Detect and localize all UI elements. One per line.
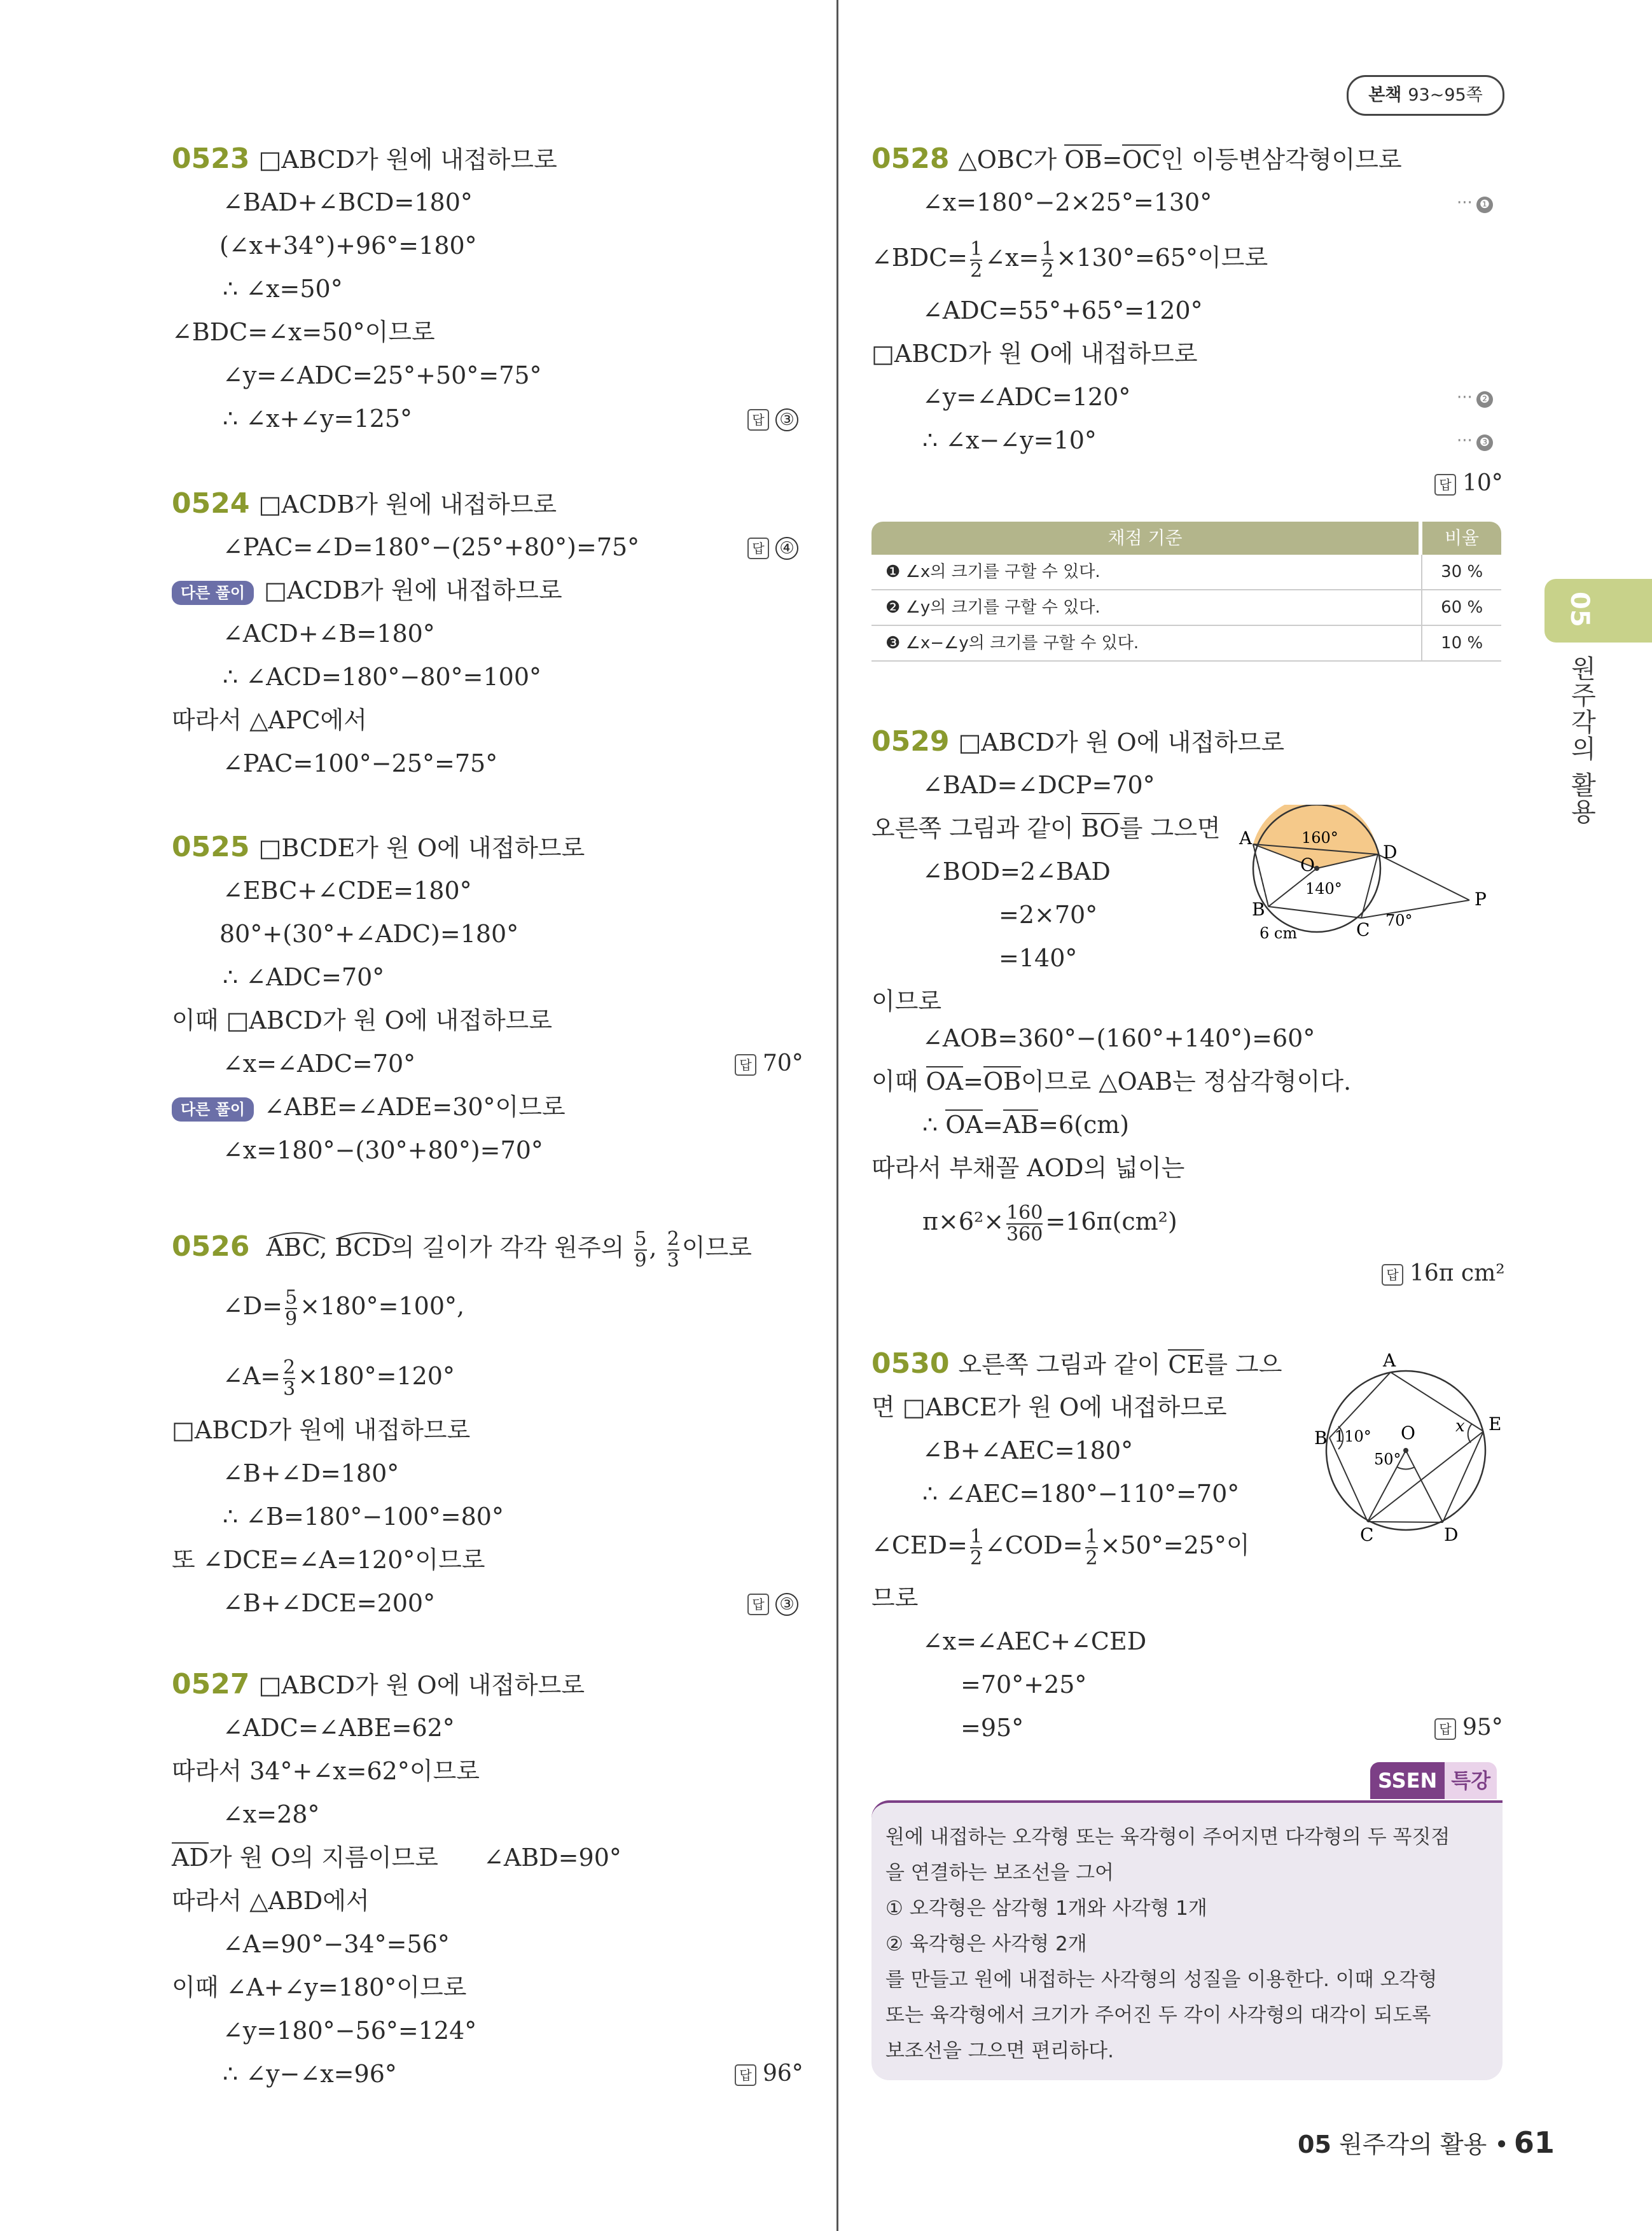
grading-table: [871, 522, 1501, 662]
grading-row: ❸ ∠x−∠y의 크기를 구할 수 있다. 10 %: [871, 626, 1501, 662]
svg-text:A: A: [1239, 828, 1253, 849]
svg-text:C: C: [1360, 1524, 1374, 1545]
ssen-tip-box: 원에 내접하는 오각형 또는 육각형이 주어지면 다각형의 두 꼭짓점 을 연결하는 보조선을 그어 ① 오각형은 삼각형 1개와 사각형 1개 ② 육각형은 사각형 2개 를 만들고 원에 내접하는 사각형의 성질을 이용한다. 이때 오각형 또는 육각형에서 크기가 주어진 두 각이 사각형의 대각이 되도록 보조선을 그으면 편리하다.: [871, 1800, 1503, 2080]
page-number: 61: [1513, 2125, 1555, 2160]
svg-text:50°: 50°: [1374, 1450, 1401, 1468]
arc-mark-icon: [267, 1230, 328, 1240]
chapter-tab-title: 원주각의 활용: [1567, 655, 1596, 825]
svg-text:D: D: [1444, 1524, 1459, 1545]
problem-number: 0530: [871, 1347, 950, 1380]
problem-number: 0525: [172, 831, 250, 863]
answer: 답 70°: [735, 1050, 803, 1078]
svg-text:B: B: [1314, 1428, 1328, 1449]
svg-text:140°: 140°: [1305, 880, 1342, 898]
svg-text:O: O: [1401, 1422, 1415, 1443]
problem-number: 0529: [871, 725, 950, 758]
arc-mark-icon: [335, 1230, 396, 1240]
page-reference: 본책 93~95쪽: [1347, 75, 1504, 116]
alt-solution-badge: 다른 풀이: [172, 581, 254, 605]
svg-text:x: x: [1455, 1417, 1465, 1436]
svg-text:B: B: [1252, 899, 1265, 920]
answer: 답 10°: [1434, 469, 1503, 497]
svg-text:160°: 160°: [1301, 829, 1338, 847]
problem-number: 0523: [172, 142, 250, 175]
grading-row: ❷ ∠y의 크기를 구할 수 있다. 60 %: [871, 590, 1501, 626]
svg-text:P: P: [1475, 889, 1487, 910]
problem-number: 0527: [172, 1668, 250, 1700]
answer: 답 16π cm²: [1382, 1260, 1505, 1288]
alt-solution-badge: 다른 풀이: [172, 1097, 254, 1122]
svg-text:6 cm: 6 cm: [1260, 924, 1298, 942]
chapter-tab-number: 05: [1565, 592, 1594, 627]
chapter-tab[interactable]: [1544, 579, 1652, 643]
svg-text:A: A: [1383, 1350, 1396, 1371]
step-marker: ··· ❸: [1457, 431, 1493, 451]
svg-text:O: O: [1300, 854, 1315, 875]
answer: 답 96°: [735, 2060, 803, 2088]
answer: 답 95°: [1434, 1714, 1503, 1742]
column-divider: [836, 0, 838, 2231]
answer: 답 ④: [747, 533, 798, 561]
svg-text:70°: 70°: [1385, 912, 1413, 929]
problem-number: 0528: [871, 142, 950, 175]
figure-0529: [1234, 805, 1501, 951]
answer-icon: 답: [747, 409, 769, 431]
page-footer: 05 원주각의 활용 • 61: [1298, 2125, 1555, 2160]
svg-text:E: E: [1489, 1414, 1501, 1435]
figure-0530: [1310, 1342, 1501, 1546]
grading-header: 채점 기준 비율: [871, 522, 1501, 555]
problem-number: 0524: [172, 487, 250, 520]
problem-number: 0526: [172, 1230, 250, 1263]
ssen-badge: SSEN 특강: [1370, 1762, 1497, 1799]
answer: 답 ③: [747, 1589, 798, 1617]
step-marker: ··· ❶: [1457, 193, 1493, 213]
grading-row: ❶ ∠x의 크기를 구할 수 있다. 30 %: [871, 555, 1501, 590]
svg-text:D: D: [1383, 842, 1398, 863]
answer: 답 ③: [747, 405, 798, 433]
step-marker: ··· ❷: [1457, 388, 1493, 408]
svg-text:110°: 110°: [1335, 1428, 1371, 1445]
svg-text:C: C: [1356, 919, 1370, 940]
